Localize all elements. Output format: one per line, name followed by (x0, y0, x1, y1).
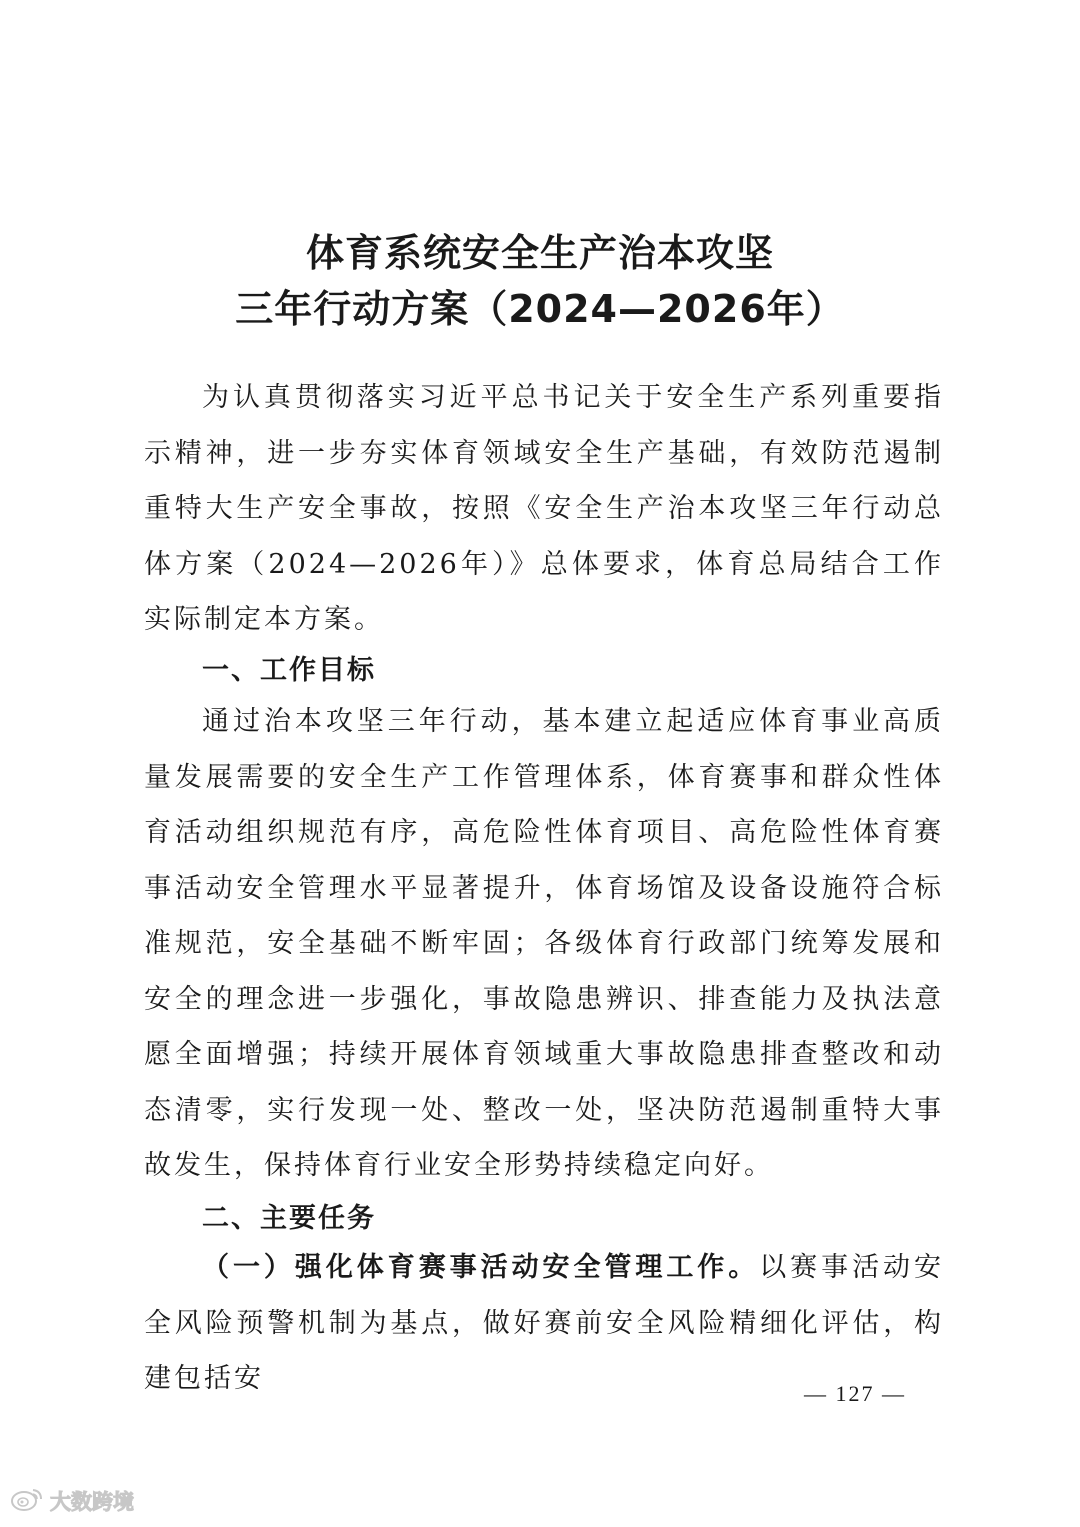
document-title-line1: 体育系统安全生产治本攻坚 (305, 231, 774, 275)
intro-text: 为认真贯彻落实习近平总书记关于安全生产系列重要指示精神，进一步夯实体育领域安全生产基础，有效防范遏制重特大生产安全事故，按照《安全生产治本攻坚三年行动总体方案（2024—2026年）》总体要求，体育总局结合工作实际制定本方案。 (144, 382, 944, 635)
document-title-line2: 三年行动方案（2024—2026年） (235, 287, 845, 331)
watermark-text: 大数跨境 (50, 1490, 134, 1514)
weibo-logo-icon (10, 1486, 44, 1516)
section1-text: 通过治本攻坚三年行动，基本建立起适应体育事业高质量发展需要的安全生产工作管理体系，体育赛事和群众性体育活动组织规范有序，高危险性体育项目、高危险性体育赛事活动安全管理水平显著提升，体育场馆及设备设施符合标准规范，安全基础不断牢固；各级体育行政部门统筹发展和安全的理念进一步强化，事故隐患辨识、排查能力及执法意愿全面增强；持续开展体育领域重大事故隐患排查整改和动态清零，实行发现一处、整改一处，坚决防范遏制重特大事故发生，保持体育行业安全形势持续稳定向好。 (144, 706, 944, 1181)
section1-heading: 一、工作目标 (202, 655, 376, 686)
section1-paragraph (144, 694, 944, 1194)
watermark (10, 1486, 134, 1516)
page-number: — 127 — (804, 1381, 906, 1406)
section2-item1-lead: （一）强化体育赛事活动安全管理工作。 (202, 1252, 760, 1283)
section2-item1-text: 以赛事活动安全风险预警机制为基点，做好赛前安全风险精细化评估，构建包括安 (144, 1252, 945, 1394)
section2-heading: 二、主要任务 (202, 1203, 376, 1234)
intro-paragraph (144, 370, 944, 648)
